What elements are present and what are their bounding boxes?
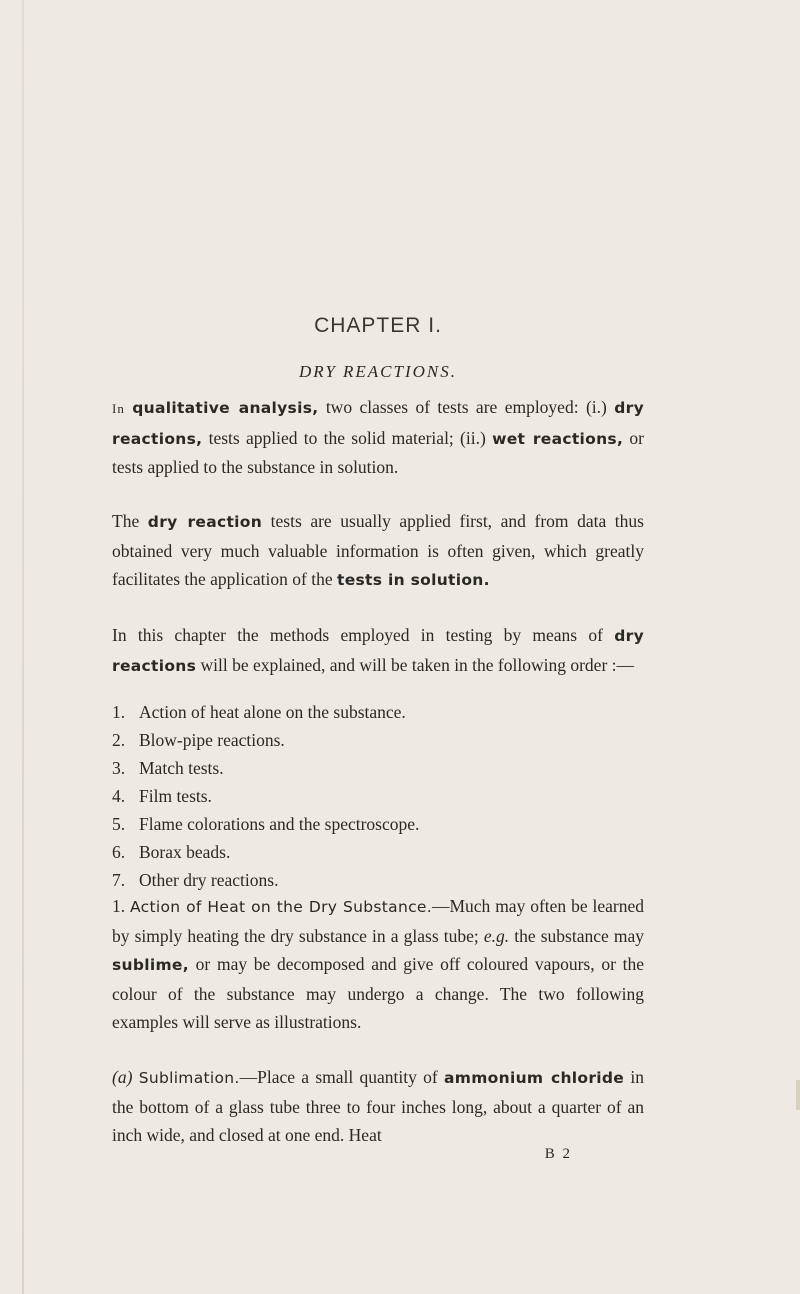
para6-text-2: in the bottom of a glass tube three to four inches long, about a quarter of an inch wide, and closed at one end. Heat bbox=[112, 1067, 644, 1145]
chapter-heading: CHAPTER I. bbox=[314, 314, 442, 337]
action-of-heat-paragraph bbox=[112, 892, 644, 1037]
action-of-heat-heading: Action of Heat on the Dry Substance. bbox=[130, 898, 432, 916]
intro-paragraph bbox=[112, 393, 644, 482]
list-text: Borax beads. bbox=[139, 842, 231, 862]
signature-text: B 2 bbox=[544, 1146, 572, 1162]
list-number: 5. bbox=[112, 814, 126, 834]
para2-text-1: The bbox=[112, 511, 148, 531]
list-number: 7. bbox=[112, 870, 126, 890]
list-item bbox=[112, 754, 644, 782]
term-dry-reactions-2: dry reactions bbox=[112, 627, 644, 675]
term-qualitative-analysis: qualitative analysis, bbox=[132, 399, 319, 417]
list-number: 1. bbox=[112, 702, 126, 722]
list-number: 6. bbox=[112, 842, 126, 862]
term-sublime: sublime, bbox=[112, 956, 189, 974]
sublimation-paragraph bbox=[112, 1063, 644, 1150]
list-text: Action of heat alone on the substance. bbox=[139, 702, 406, 722]
intro-text-2: two classes of tests are employed: (i.) bbox=[318, 397, 615, 417]
para3-text-1: In this chapter the methods employed in testing by means of bbox=[112, 625, 615, 645]
term-wet-reactions: wet reactions, bbox=[492, 429, 624, 448]
para5-text-1: —Much may often be learned by simply heating the dry substance in a glass tube; bbox=[112, 896, 644, 946]
list-number: 4. bbox=[112, 786, 126, 806]
term-dry-reactions: dry reactions, bbox=[112, 399, 644, 448]
page-edge bbox=[22, 0, 24, 1294]
para5-eg: e.g. bbox=[483, 925, 510, 946]
list-number: 3. bbox=[112, 758, 126, 778]
order-list bbox=[112, 698, 644, 894]
term-dry-reaction: dry reaction bbox=[147, 513, 263, 531]
para5-text-3: or may be decomposed and give off coloured vapours, or the colour of the substance may undergo a change. The two following examples will serve as illustrations. bbox=[112, 954, 644, 1032]
term-ammonium-chloride: ammonium chloride bbox=[444, 1069, 625, 1087]
list-item bbox=[112, 698, 644, 726]
methods-paragraph bbox=[112, 621, 644, 680]
list-item bbox=[112, 866, 644, 894]
list-text: Blow-pipe reactions. bbox=[139, 730, 285, 750]
intro-small-caps: In bbox=[112, 401, 125, 416]
intro-text-4: or tests applied to the substance in solution. bbox=[112, 427, 645, 477]
sublimation-heading: Sublimation. bbox=[138, 1069, 240, 1087]
paper-blemish bbox=[796, 1080, 800, 1110]
list-text: Flame colorations and the spectroscope. bbox=[139, 814, 420, 834]
para6-text-1: —Place a small quantity of bbox=[239, 1067, 445, 1087]
list-item bbox=[112, 782, 644, 810]
list-number: 2. bbox=[112, 730, 126, 750]
section-title: DRY REACTIONS. bbox=[298, 362, 458, 381]
para5-text-2: the substance may bbox=[509, 925, 644, 946]
list-item bbox=[112, 838, 644, 866]
para3-text-2: will be explained, and will be taken in the following order :— bbox=[196, 654, 635, 675]
list-text: Other dry reactions. bbox=[139, 870, 279, 890]
dry-reaction-paragraph bbox=[112, 507, 644, 595]
list-text: Match tests. bbox=[139, 758, 224, 778]
para2-text-2: tests are usually applied first, and from data thus obtained very much valuable information is often given, which greatly facilitates the application of the bbox=[112, 511, 644, 589]
para5-number: 1. bbox=[112, 896, 126, 916]
list-item bbox=[112, 726, 644, 754]
signature-mark bbox=[112, 1146, 644, 1163]
para6-label: (a) bbox=[112, 1067, 133, 1087]
intro-text-3: tests applied to the solid material; (ii.) bbox=[202, 427, 493, 448]
list-item bbox=[112, 810, 644, 838]
list-text: Film tests. bbox=[139, 786, 212, 806]
term-tests-in-solution: tests in solution. bbox=[336, 571, 490, 589]
